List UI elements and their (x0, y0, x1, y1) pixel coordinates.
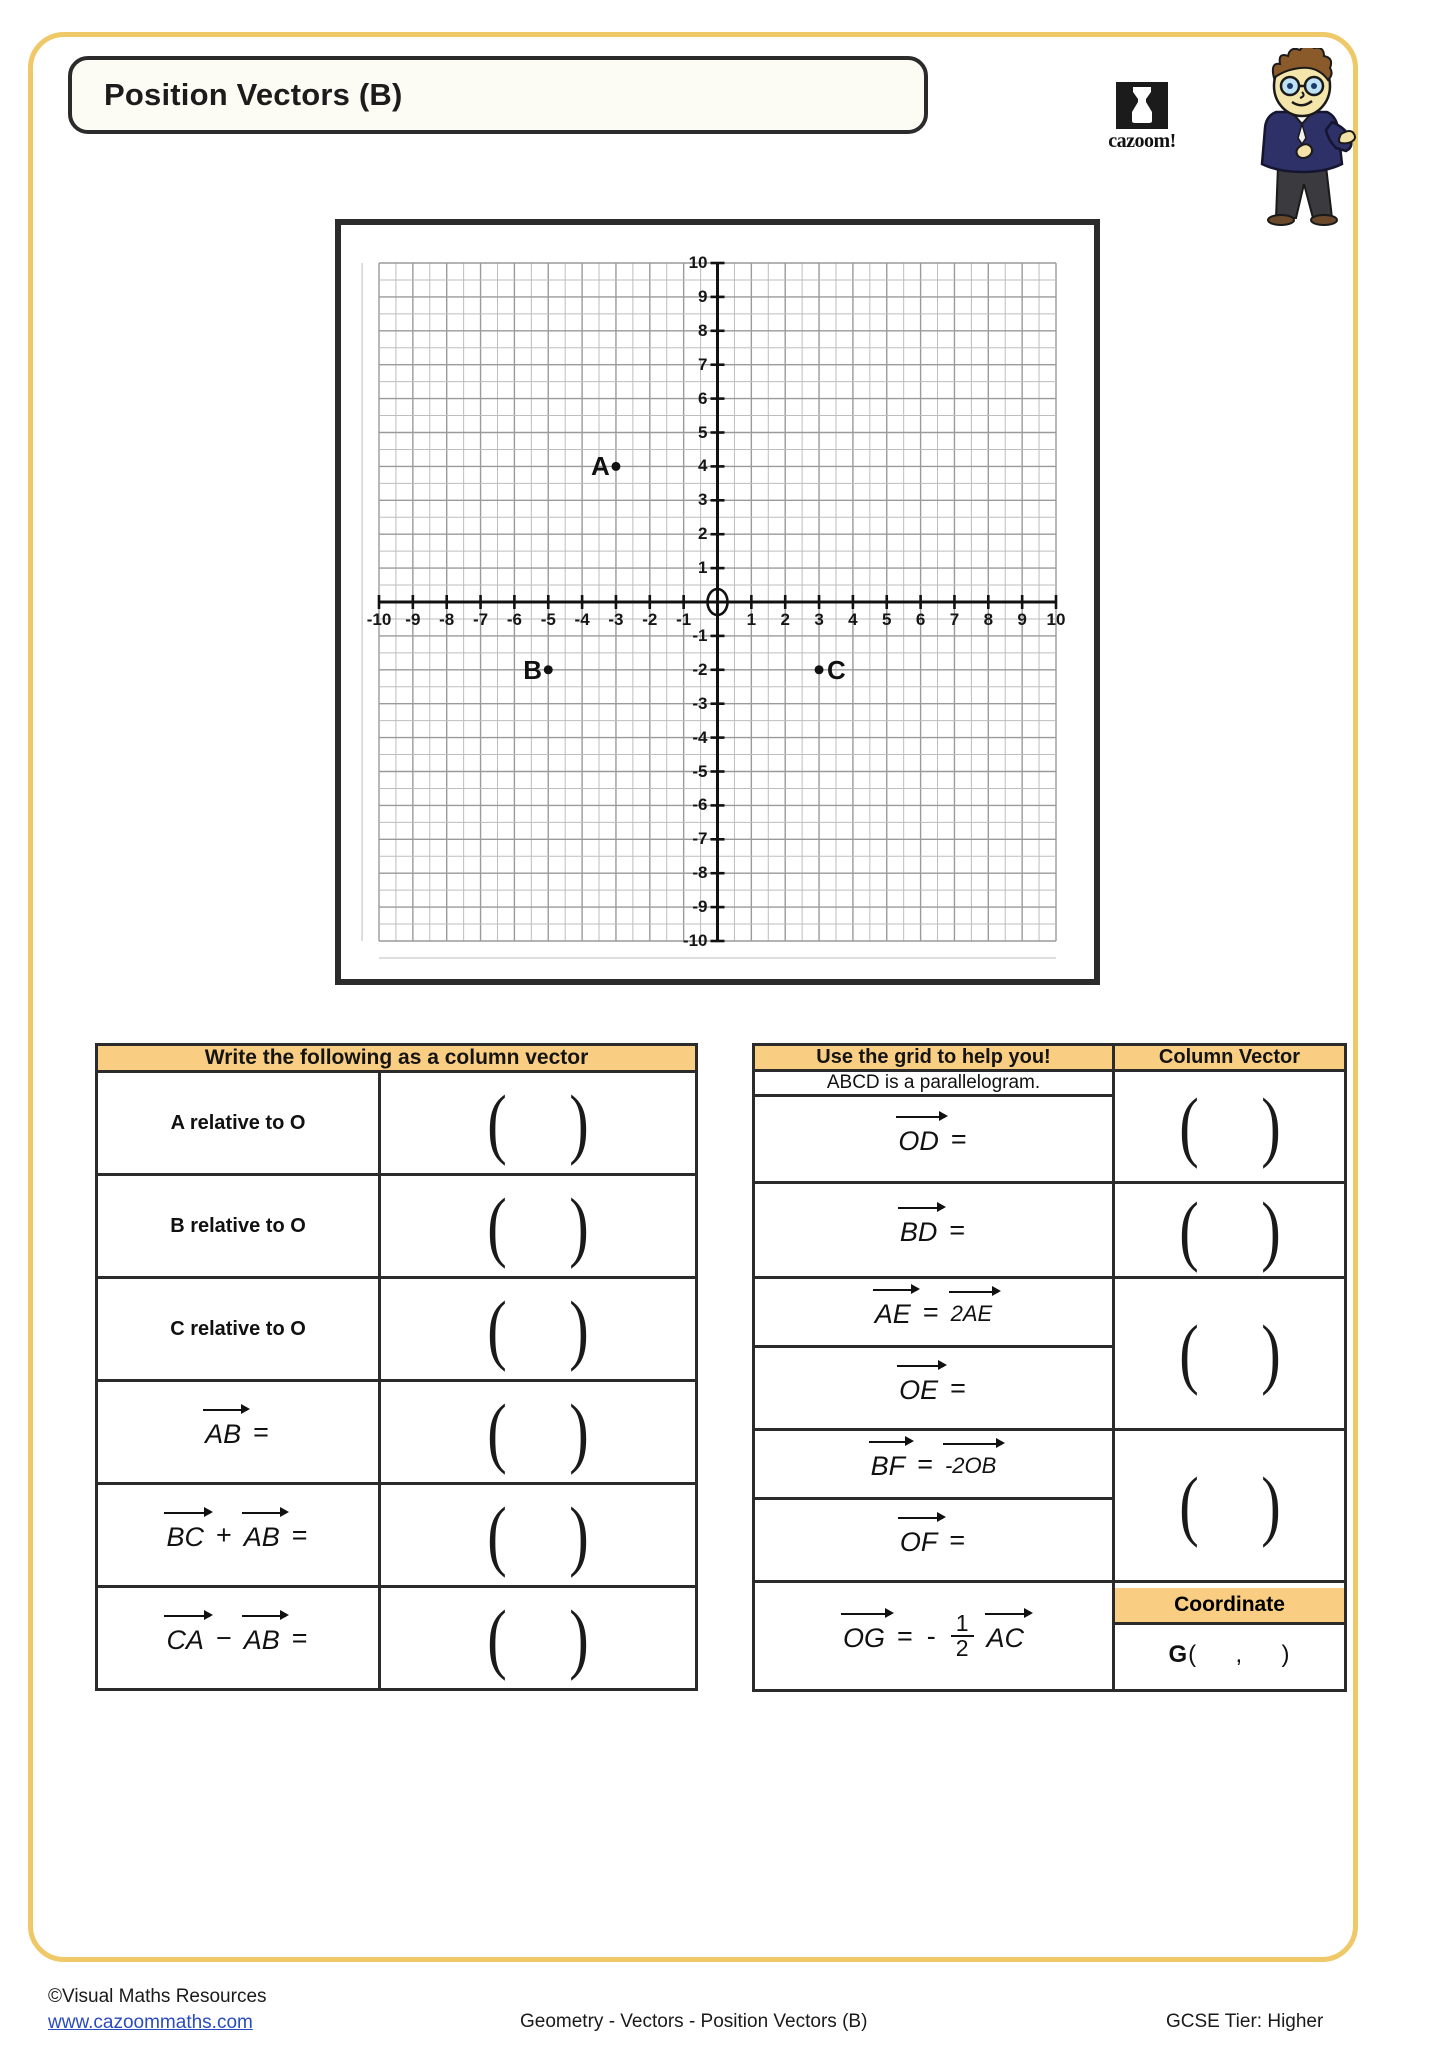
vector-term: BD (900, 1213, 938, 1248)
vector-term: CA (166, 1621, 204, 1656)
table-header-row (754, 1045, 1346, 1071)
vector-term: OD (898, 1122, 939, 1157)
left-question-table (95, 1043, 698, 1691)
column-vector-answer-box[interactable] (381, 1490, 695, 1578)
operator: = (896, 1620, 913, 1651)
vector-expression (98, 1621, 378, 1656)
x-axis-label--8: -8 (439, 610, 455, 629)
answer-cell[interactable] (1114, 1071, 1346, 1183)
coordinate-answer-box[interactable]: G( , ) (1115, 1622, 1344, 1685)
answer-cell[interactable] (1114, 1278, 1346, 1430)
question-cell (754, 1096, 1114, 1183)
column-vector-answer-box[interactable] (381, 1593, 695, 1681)
worksheet-title-bar (68, 56, 928, 134)
y-axis-label-6: 6 (698, 388, 708, 408)
vector-term: -2OB (945, 1449, 996, 1479)
y-axis-label--9: -9 (692, 897, 708, 917)
x-axis-label-4: 4 (848, 610, 858, 629)
y-axis-label--4: -4 (692, 727, 708, 747)
answer-cell[interactable] (1114, 1183, 1346, 1278)
y-axis-label-7: 7 (698, 354, 708, 374)
footer-website-link[interactable]: www.cazoommaths.com (48, 2011, 253, 2033)
vector-term: 2AE (951, 1297, 993, 1327)
table-header-row (97, 1045, 697, 1072)
operator: = (949, 1524, 966, 1555)
operator: = (917, 1448, 933, 1479)
close-paren: ) (1260, 1082, 1281, 1170)
answer-cell[interactable] (380, 1072, 697, 1175)
grid-svg (341, 225, 1094, 979)
open-paren: ( (1178, 1082, 1199, 1170)
y-axis-label--6: -6 (692, 795, 708, 815)
table-row (97, 1587, 697, 1690)
vector-expression (755, 1213, 1112, 1248)
column-vector-answer-box[interactable] (381, 1181, 695, 1269)
answer-cell[interactable] (380, 1175, 697, 1278)
question-label: C relative to O (170, 1317, 306, 1340)
x-axis-label-8: 8 (983, 610, 994, 629)
close-paren: ) (569, 1593, 589, 1681)
operator: - (926, 1620, 936, 1651)
column-vector-answer-box[interactable] (1115, 1461, 1344, 1549)
footer-copyright-block (48, 1984, 267, 2035)
y-axis-label--8: -8 (692, 863, 708, 883)
vector-term: OF (900, 1523, 938, 1558)
open-paren: ( (487, 1181, 507, 1269)
vector-expression (755, 1122, 1112, 1157)
table-row (754, 1183, 1346, 1278)
x-axis-label-9: 9 (1017, 610, 1027, 629)
cazoom-logo (1082, 78, 1202, 156)
column-vector-answer-box[interactable] (1115, 1185, 1344, 1273)
vector-term: AB (205, 1415, 241, 1450)
parallelogram-note: ABCD is a parallelogram. (754, 1071, 1114, 1096)
vector-term: AE (875, 1295, 911, 1330)
x-axis-label--2: -2 (642, 610, 658, 629)
footer-copyright: ©Visual Maths Resources (48, 1986, 267, 2007)
y-axis-label-2: 2 (698, 524, 708, 544)
question-label: A relative to O (170, 1111, 306, 1134)
answer-cell[interactable] (380, 1587, 697, 1690)
question-cell (754, 1582, 1114, 1691)
page-footer (0, 1980, 1448, 2048)
close-paren: ) (569, 1490, 589, 1578)
student-mascot-illustration (1244, 48, 1362, 226)
y-axis-label--5: -5 (692, 761, 708, 781)
footer-tier: GCSE Tier: Higher (1166, 2011, 1324, 2032)
left-table-header: Write the following as a column vector (97, 1045, 697, 1072)
vector-term: OG (843, 1619, 885, 1654)
right-table-header-left: Use the grid to help you! (754, 1045, 1114, 1071)
x-axis-label-1: 1 (746, 610, 757, 629)
coordinate-header: Coordinate (1115, 1588, 1344, 1622)
y-axis-label--2: -2 (692, 659, 708, 679)
column-vector-answer-box[interactable] (381, 1078, 695, 1166)
close-paren: ) (569, 1284, 589, 1372)
answer-cell[interactable] (380, 1278, 697, 1381)
x-axis-label--3: -3 (608, 610, 624, 629)
x-axis-label-5: 5 (882, 610, 892, 629)
cazoom-vase-icon (1116, 82, 1168, 129)
operator: = (291, 1622, 308, 1653)
table-row (97, 1278, 697, 1381)
plotted-point-A: A (590, 451, 610, 482)
table-row (754, 1430, 1346, 1499)
y-axis-label--10: -10 (682, 931, 708, 950)
x-axis-label-10: 10 (1046, 610, 1066, 629)
operator: = (253, 1416, 269, 1447)
column-vector-answer-box[interactable] (1115, 1082, 1344, 1170)
footer-topic: Geometry - Vectors - Position Vectors (B) (520, 2011, 868, 2032)
vector-expression (755, 1371, 1112, 1406)
y-axis-label--7: -7 (692, 829, 708, 849)
close-paren: ) (569, 1387, 589, 1475)
x-axis-label-2: 2 (780, 610, 790, 629)
y-axis-label-9: 9 (698, 286, 708, 306)
operator: = (950, 1372, 966, 1403)
x-axis-label--10: -10 (366, 610, 392, 629)
x-axis-label--1: -1 (676, 610, 692, 629)
question-cell (754, 1499, 1114, 1582)
table-row (97, 1484, 697, 1587)
operator: = (949, 1214, 966, 1245)
question-cell (754, 1183, 1114, 1278)
open-paren: ( (487, 1490, 507, 1578)
operator: = (922, 1296, 939, 1327)
open-paren: ( (1178, 1309, 1199, 1397)
y-axis-label-4: 4 (698, 456, 708, 476)
question-cell (97, 1587, 380, 1690)
vector-term: AB (244, 1621, 280, 1656)
question-cell (754, 1430, 1114, 1499)
operator: = (291, 1519, 308, 1550)
vector-expression (755, 1447, 1112, 1482)
table-row (754, 1071, 1346, 1096)
right-table-header-right: Column Vector (1114, 1045, 1346, 1071)
plotted-point-C: C (827, 654, 846, 685)
close-paren: ) (1260, 1309, 1281, 1397)
plotted-point-B: B (523, 654, 543, 685)
x-axis-label--4: -4 (574, 610, 590, 629)
y-axis-label-3: 3 (698, 490, 708, 510)
hourglass-vase-shape (1129, 85, 1155, 125)
y-axis-label-1: 1 (698, 558, 708, 578)
page-title: Position Vectors (B) (104, 77, 403, 112)
operator: − (215, 1622, 232, 1653)
coordinate-grid-card (335, 219, 1100, 985)
y-axis-label-5: 5 (698, 422, 708, 442)
table-row (97, 1072, 697, 1175)
operator: + (215, 1519, 232, 1550)
x-axis-label-3: 3 (814, 610, 824, 629)
vector-expression (98, 1415, 378, 1450)
vector-expression (98, 1518, 378, 1553)
open-paren: ( (487, 1593, 507, 1681)
question-cell (754, 1347, 1114, 1430)
x-axis-label--7: -7 (472, 610, 489, 629)
open-paren: ( (487, 1078, 507, 1166)
vector-term: AC (987, 1619, 1025, 1654)
right-question-table (752, 1043, 1347, 1692)
operator: = (950, 1123, 967, 1154)
x-axis-label--6: -6 (506, 610, 522, 629)
open-paren: ( (487, 1387, 507, 1475)
column-vector-answer-box[interactable] (381, 1284, 695, 1372)
open-paren: ( (1178, 1461, 1199, 1549)
vector-term: OE (899, 1371, 938, 1406)
x-axis-label-7: 7 (949, 610, 960, 629)
y-axis-label-10: 10 (688, 253, 708, 272)
question-cell (97, 1381, 380, 1484)
answer-cell[interactable] (380, 1381, 697, 1484)
y-axis-label--1: -1 (692, 625, 708, 645)
open-paren: ( (1178, 1185, 1199, 1273)
left-table-body (97, 1072, 697, 1690)
vector-term: AB (244, 1518, 280, 1553)
close-paren: ) (1260, 1461, 1281, 1549)
x-axis-label--5: -5 (540, 610, 556, 629)
fraction-numerator: 1 (955, 1609, 969, 1636)
close-paren: ) (569, 1181, 589, 1269)
open-paren: ( (487, 1284, 507, 1372)
coordinate-cell[interactable] (1114, 1582, 1346, 1691)
table-row (97, 1381, 697, 1484)
vector-expression (755, 1609, 1112, 1661)
answer-cell[interactable] (380, 1484, 697, 1587)
y-axis-label-8: 8 (698, 320, 708, 340)
x-axis-label-6: 6 (915, 610, 926, 629)
x-axis-label--9: -9 (405, 610, 421, 629)
right-table-body (754, 1071, 1346, 1691)
close-paren: ) (569, 1078, 589, 1166)
question-label: B relative to O (170, 1214, 306, 1237)
y-axis-label--3: -3 (692, 693, 708, 713)
answer-cell[interactable] (1114, 1430, 1346, 1582)
coordinate-grid (341, 225, 1094, 979)
question-cell (97, 1175, 380, 1278)
vector-expression (755, 1523, 1112, 1558)
column-vector-answer-box[interactable] (381, 1387, 695, 1475)
vector-term: BC (166, 1518, 204, 1553)
fraction-denominator: 2 (951, 1635, 974, 1660)
table-row (754, 1582, 1346, 1691)
question-cell (97, 1072, 380, 1175)
question-cell (97, 1278, 380, 1381)
question-cell (97, 1484, 380, 1587)
table-row (754, 1278, 1346, 1347)
table-row (97, 1175, 697, 1278)
question-cell (754, 1278, 1114, 1347)
column-vector-answer-box[interactable] (1115, 1309, 1344, 1397)
cazoom-wordmark: cazoom! (1108, 129, 1176, 152)
vector-expression (755, 1295, 1112, 1330)
vector-term: BF (871, 1447, 906, 1482)
fraction (951, 1609, 974, 1661)
close-paren: ) (1260, 1185, 1281, 1273)
